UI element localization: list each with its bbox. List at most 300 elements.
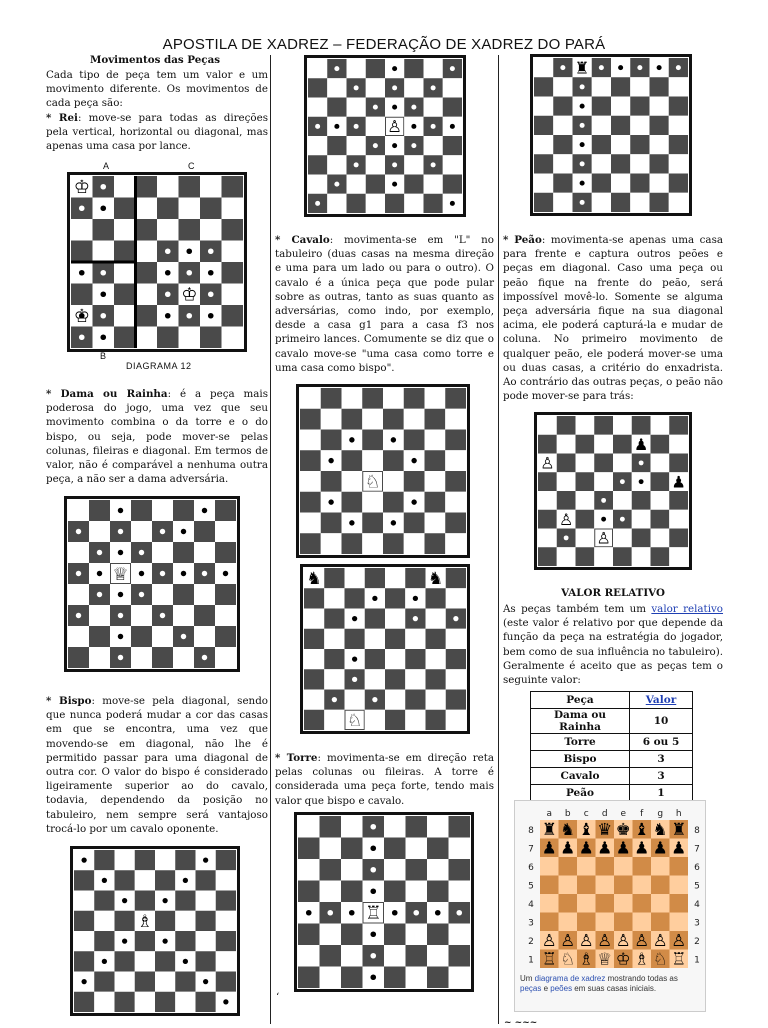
board-square xyxy=(557,491,576,510)
board-square xyxy=(385,710,405,730)
chess-piece-icon: ♙ xyxy=(560,931,576,951)
chess-piece-icon: ♔ xyxy=(615,949,631,969)
bispo-paragraph xyxy=(46,694,268,836)
move-dot xyxy=(620,479,625,484)
board-square xyxy=(173,647,194,668)
board-square xyxy=(300,430,321,451)
board-square xyxy=(347,59,366,78)
board-square xyxy=(194,584,215,605)
board-square xyxy=(445,409,466,430)
board-square xyxy=(327,78,346,97)
board-square xyxy=(651,913,670,932)
board-square xyxy=(449,881,471,903)
board-square xyxy=(131,500,152,521)
board-square xyxy=(115,951,135,971)
wiki-caption xyxy=(520,974,700,994)
table-cell-piece: Torre xyxy=(531,734,630,751)
pecas-link[interactable]: peças xyxy=(520,984,542,993)
board-square xyxy=(559,876,578,895)
board-square xyxy=(114,284,136,306)
board-square xyxy=(216,911,236,931)
peoes-link[interactable]: peões xyxy=(550,984,573,993)
board-square xyxy=(577,913,596,932)
table-row xyxy=(531,751,693,768)
move-dot xyxy=(328,499,333,504)
chess-piece-icon: ♟ xyxy=(615,838,631,858)
board-square xyxy=(669,193,688,212)
board-square xyxy=(425,513,446,534)
rank-label: 1 xyxy=(694,955,700,966)
chess-piece-icon: ♚ xyxy=(615,820,631,840)
board-square xyxy=(304,629,324,649)
board-square xyxy=(427,881,449,903)
board-square xyxy=(592,77,611,96)
move-dot xyxy=(580,84,585,89)
board-square xyxy=(365,609,385,629)
move-dot xyxy=(202,508,207,513)
cavalo-title: * Cavalo xyxy=(275,234,330,246)
board-square xyxy=(538,510,557,529)
board-square xyxy=(298,859,320,881)
board-square xyxy=(71,219,93,241)
move-dot xyxy=(349,910,355,916)
board-square xyxy=(341,838,363,860)
move-dot xyxy=(165,270,171,276)
board-square xyxy=(222,241,244,263)
move-dot xyxy=(118,592,123,597)
board-square xyxy=(632,547,651,566)
move-dot xyxy=(165,291,171,297)
board-square xyxy=(324,588,344,608)
torre-text: : movimenta-se em direção reta pelas colunas ou fileiras. A torre é considerada uma peça forte, tendo mais valor que bispo e cavalo. xyxy=(275,752,494,807)
board-square xyxy=(630,116,649,135)
board-square xyxy=(577,876,596,895)
board-square xyxy=(557,435,576,454)
board-square xyxy=(669,435,688,454)
board-square xyxy=(538,547,557,566)
chess-piece-icon: ♙ xyxy=(578,931,594,951)
chess-piece-icon: ♔ xyxy=(73,306,90,328)
move-dot xyxy=(657,65,662,70)
board-square xyxy=(216,870,236,890)
board-square xyxy=(298,838,320,860)
table-cell-value: 3 xyxy=(630,768,693,785)
board-square xyxy=(222,327,244,349)
move-dot xyxy=(411,105,416,110)
board-square xyxy=(669,547,688,566)
board-square xyxy=(300,450,321,471)
valor-relativo-link[interactable]: valor relativo xyxy=(651,603,724,615)
board-square xyxy=(651,857,670,876)
rank-label: 8 xyxy=(694,825,700,836)
board-square xyxy=(630,154,649,173)
rank-label: 7 xyxy=(528,844,534,855)
board-square xyxy=(405,669,425,689)
move-dot xyxy=(413,910,419,916)
move-dot xyxy=(580,142,585,147)
board-square xyxy=(538,529,557,548)
move-dot xyxy=(118,529,123,534)
table-cell-value: 1 xyxy=(630,785,693,802)
board-square xyxy=(446,710,466,730)
move-dot xyxy=(431,85,436,90)
board-square xyxy=(445,492,466,513)
board-square xyxy=(196,992,216,1012)
board-square xyxy=(426,629,446,649)
move-dot xyxy=(639,460,644,465)
board-square xyxy=(68,647,89,668)
board-square xyxy=(669,510,688,529)
board-square xyxy=(383,533,404,554)
file-label: a xyxy=(546,809,553,819)
board-square xyxy=(405,649,425,669)
board-square xyxy=(425,388,446,409)
board-square xyxy=(445,513,466,534)
move-dot xyxy=(100,334,106,340)
board-square xyxy=(404,513,425,534)
move-dot xyxy=(139,592,144,597)
board-square xyxy=(670,913,689,932)
peao-text: : movimenta-se apenas uma casa para frente e captura outros peões e peças em diagonal. Caso uma peça ou peão fique na frente do peão, será impossível movê-lo. Somente se alguma peça adversária fique na sua diagonal acima, ele poderá capturá-la e mudar de coluna. No primeiro movimento de qualquer peão, ele poderá mover-se uma ou duas casas, a critério do enxadrista. Ao contrário das outras peças, o peão não pode mover-se para trás: xyxy=(503,234,723,403)
board-square xyxy=(216,850,236,870)
board-square xyxy=(136,198,158,220)
move-dot xyxy=(349,437,354,442)
table-row xyxy=(531,768,693,785)
move-dot xyxy=(564,535,569,540)
board-square xyxy=(427,838,449,860)
board-square xyxy=(404,59,423,78)
rook-moves-diagram xyxy=(294,812,474,992)
board-square xyxy=(577,894,596,913)
move-dot xyxy=(183,959,188,964)
board-square xyxy=(445,430,466,451)
board-square xyxy=(320,945,342,967)
board-square xyxy=(385,609,405,629)
board-square xyxy=(324,669,344,689)
move-dot xyxy=(181,634,186,639)
board-square xyxy=(650,154,669,173)
board-square xyxy=(175,972,195,992)
board-square xyxy=(327,194,346,213)
move-dot xyxy=(450,201,455,206)
board-square xyxy=(93,241,115,263)
board-square xyxy=(384,881,406,903)
board-square xyxy=(366,78,385,97)
board-square xyxy=(215,584,236,605)
board-square xyxy=(427,924,449,946)
board-square xyxy=(534,77,553,96)
move-dot xyxy=(100,184,106,190)
board-square xyxy=(342,409,363,430)
move-dot xyxy=(97,550,102,555)
board-square xyxy=(651,547,670,566)
board-square xyxy=(300,388,321,409)
table-cell-piece: Dama ou Rainha xyxy=(531,709,630,734)
move-dot xyxy=(580,181,585,186)
rank-label: 5 xyxy=(528,881,534,892)
board-square xyxy=(576,454,595,473)
board-square xyxy=(200,219,222,241)
move-dot xyxy=(102,878,107,883)
board-square xyxy=(324,629,344,649)
board-square xyxy=(670,876,689,895)
board-square xyxy=(613,454,632,473)
board-square xyxy=(136,241,158,263)
move-dot xyxy=(81,857,86,862)
bispo-text: : move-se pela diagonal, sendo que nunca poderá mudar a cor das casas em que se encontra, uma vez que movendo-se em diagonal, não lhe é permitido passar para uma diagonal de outra cor. O valor do bispo é considerado ligeiramente superior ao do cavalo, todavia, dependendo da posição no tabuleiro, nem sempre será vantajoso trocá-lo por um cavalo oponente. xyxy=(46,695,268,835)
board-square xyxy=(196,870,216,890)
board-square xyxy=(594,547,613,566)
board-square xyxy=(304,669,324,689)
board-square xyxy=(222,305,244,327)
board-square xyxy=(385,588,405,608)
board-square xyxy=(194,605,215,626)
board-square xyxy=(366,117,385,136)
board-square xyxy=(308,98,327,117)
valor-paragraph xyxy=(503,602,723,687)
board-square xyxy=(404,430,425,451)
board-square xyxy=(152,647,173,668)
board-square xyxy=(308,59,327,78)
board-square xyxy=(534,174,553,193)
board-square xyxy=(155,951,175,971)
chess-piece-icon: ♕ xyxy=(112,563,129,585)
move-dot xyxy=(208,313,214,319)
board-square xyxy=(425,471,446,492)
board-square xyxy=(347,136,366,155)
board-square xyxy=(383,409,404,430)
file-label: f xyxy=(640,809,644,819)
board-square xyxy=(385,629,405,649)
board-square xyxy=(404,388,425,409)
board-square xyxy=(669,135,688,154)
move-dot xyxy=(349,520,354,525)
board-square xyxy=(365,669,385,689)
rank-label: 4 xyxy=(528,899,534,910)
board-square xyxy=(179,219,201,241)
board-square xyxy=(136,327,158,349)
rank-label: 8 xyxy=(528,825,534,836)
board-square xyxy=(366,155,385,174)
table-header-valor-link[interactable]: Valor xyxy=(630,692,693,709)
board-square xyxy=(404,175,423,194)
board-square xyxy=(443,98,462,117)
board-square xyxy=(179,176,201,198)
board-square xyxy=(592,154,611,173)
board-square xyxy=(222,262,244,284)
chess-piece-icon: ♟ xyxy=(634,838,650,858)
chess-piece-icon: ♙ xyxy=(387,117,402,137)
board-square xyxy=(321,409,342,430)
chess-piece-icon: ♞ xyxy=(652,820,668,840)
board-square xyxy=(304,609,324,629)
board-square xyxy=(553,135,572,154)
board-square xyxy=(152,584,173,605)
board-square xyxy=(577,857,596,876)
board-square xyxy=(175,911,195,931)
wiki-caption-text: Um xyxy=(520,974,535,983)
board-square xyxy=(404,194,423,213)
diagram-divider xyxy=(71,261,136,264)
board-square xyxy=(651,472,670,491)
board-square xyxy=(362,388,383,409)
move-dot xyxy=(203,979,208,984)
move-dot xyxy=(618,65,623,70)
board-square xyxy=(553,77,572,96)
board-square xyxy=(136,262,158,284)
bispo-title: * Bispo xyxy=(46,695,92,707)
board-square xyxy=(131,521,152,542)
column-divider-1 xyxy=(270,55,271,1024)
board-square xyxy=(534,135,553,154)
page-title: APOSTILA DE XADREZ – FEDERAÇÃO DE XADREZ DO PARÁ xyxy=(162,36,606,53)
board-square xyxy=(424,98,443,117)
board-square xyxy=(115,870,135,890)
board-square xyxy=(215,647,236,668)
board-square xyxy=(614,894,633,913)
board-square xyxy=(342,450,363,471)
board-square xyxy=(300,409,321,430)
move-dot xyxy=(186,270,192,276)
move-dot xyxy=(160,613,165,618)
board-square xyxy=(136,219,158,241)
board-square xyxy=(341,816,363,838)
board-square xyxy=(592,97,611,116)
board-square xyxy=(633,894,652,913)
peao-paragraph xyxy=(503,233,723,403)
board-square xyxy=(347,194,366,213)
board-square xyxy=(74,931,94,951)
board-square xyxy=(611,97,630,116)
board-square xyxy=(385,649,405,669)
board-square xyxy=(94,992,114,1012)
board-square xyxy=(71,241,93,263)
board-square xyxy=(68,500,89,521)
move-dot xyxy=(354,124,359,129)
dama-title: * Dama ou Rainha xyxy=(46,388,168,400)
board-square xyxy=(576,435,595,454)
board-square xyxy=(114,305,136,327)
board-square xyxy=(596,857,615,876)
board-square xyxy=(362,533,383,554)
board-square xyxy=(651,491,670,510)
board-square xyxy=(362,409,383,430)
board-square xyxy=(308,78,327,97)
board-square xyxy=(446,588,466,608)
board-square xyxy=(342,388,363,409)
board-square xyxy=(670,857,689,876)
board-square xyxy=(196,951,216,971)
board-square xyxy=(669,491,688,510)
move-dot xyxy=(139,571,144,576)
board-square xyxy=(175,992,195,1012)
chess-piece-icon: ♟ xyxy=(671,472,686,492)
board-square xyxy=(196,931,216,951)
board-square xyxy=(592,135,611,154)
board-square xyxy=(298,816,320,838)
board-square xyxy=(611,193,630,212)
board-square xyxy=(68,584,89,605)
table-header-row xyxy=(531,692,693,709)
board-square xyxy=(157,219,179,241)
chess-piece-icon: ♗ xyxy=(578,949,594,969)
move-dot xyxy=(181,529,186,534)
torre-paragraph xyxy=(275,751,494,808)
knight-moves-diagram xyxy=(296,384,470,558)
board-square xyxy=(114,219,136,241)
board-square xyxy=(425,430,446,451)
chess-piece-icon: ♙ xyxy=(652,931,668,951)
board-square xyxy=(669,529,688,548)
board-square xyxy=(443,78,462,97)
board-square xyxy=(559,913,578,932)
board-square xyxy=(324,649,344,669)
board-square xyxy=(135,951,155,971)
queen-moves-diagram xyxy=(64,496,240,672)
board-square xyxy=(405,710,425,730)
board-square xyxy=(576,529,595,548)
board-square xyxy=(427,945,449,967)
board-square xyxy=(341,859,363,881)
board-square xyxy=(68,542,89,563)
diagrama-link[interactable]: diagrama de xadrez xyxy=(534,974,606,983)
board-square xyxy=(650,77,669,96)
valor-text-2: (este valor é relativo por que depende da função da peça na estratégia do jogador, bem como de sua influência no tabuleiro). Geralmente é aceito que as peças tem o seguinte valor: xyxy=(503,617,723,687)
board-square xyxy=(320,881,342,903)
board-square xyxy=(630,135,649,154)
board-square xyxy=(534,97,553,116)
move-dot xyxy=(413,596,418,601)
board-square xyxy=(449,838,471,860)
move-dot xyxy=(391,520,396,525)
board-square xyxy=(534,193,553,212)
board-square xyxy=(136,284,158,306)
board-square xyxy=(365,568,385,588)
board-square xyxy=(196,891,216,911)
valor-heading: VALOR RELATIVO xyxy=(561,587,665,599)
board-square xyxy=(135,891,155,911)
move-dot xyxy=(202,571,207,576)
chess-piece-icon: ♘ xyxy=(652,949,668,969)
board-square xyxy=(74,911,94,931)
board-square xyxy=(443,155,462,174)
chess-piece-icon: ♟ xyxy=(633,434,649,454)
board-square xyxy=(321,513,342,534)
board-square xyxy=(216,891,236,911)
move-dot xyxy=(165,313,171,319)
file-label: b xyxy=(564,809,571,819)
board-square xyxy=(155,992,175,1012)
board-square xyxy=(384,816,406,838)
chess-piece-icon: ♟ xyxy=(541,838,557,858)
board-square xyxy=(324,609,344,629)
board-square xyxy=(446,649,466,669)
board-square xyxy=(443,136,462,155)
board-square xyxy=(427,816,449,838)
move-dot xyxy=(102,959,107,964)
board-square xyxy=(557,472,576,491)
board-square xyxy=(538,472,557,491)
board-square xyxy=(300,533,321,554)
valor-text-1: As peças também tem um xyxy=(503,603,652,615)
board-square xyxy=(630,193,649,212)
board-square xyxy=(596,876,615,895)
move-dot xyxy=(81,979,86,984)
board-square xyxy=(651,894,670,913)
table-cell-value: 10 xyxy=(630,709,693,734)
pawn-moves-diagram-top xyxy=(304,55,466,217)
board-square xyxy=(341,881,363,903)
